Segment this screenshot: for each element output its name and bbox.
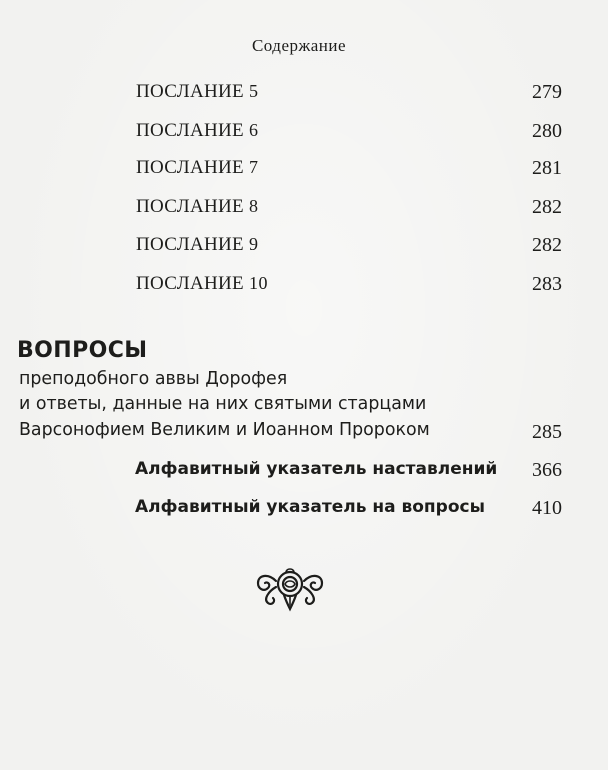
- toc-entry-epistle-10: [136, 273, 562, 299]
- toc-entry-title: [136, 157, 259, 179]
- toc-entry-page: 282: [532, 234, 562, 256]
- toc-entry-title: Алфавитный указатель наставлений: [135, 459, 498, 479]
- running-head: Содержание: [251, 36, 347, 55]
- toc-entry-label: ПОСЛАНИЕ: [136, 81, 244, 102]
- toc-entry-number: 6: [249, 120, 259, 140]
- toc-entry-page: 279: [532, 81, 562, 103]
- toc-entry-page: 283: [532, 273, 562, 295]
- toc-entry-title: [136, 196, 259, 218]
- toc-entry-epistle-6: [136, 120, 562, 146]
- toc-entry-title: Алфавитный указатель на вопросы: [135, 497, 485, 517]
- toc-entry-index-instructions: [135, 459, 562, 485]
- toc-entry-epistle-5: [136, 81, 562, 107]
- toc-entry-number: 5: [249, 81, 259, 101]
- toc-entry-label: ПОСЛАНИЕ: [136, 273, 244, 294]
- section-subtitle-line: и ответы, данные на них святыми старцами: [19, 394, 427, 414]
- toc-entry-title: [136, 234, 259, 256]
- toc-entry-page: 366: [532, 459, 562, 481]
- toc-entry-epistle-7: [136, 157, 562, 183]
- toc-entry-page: 281: [532, 157, 562, 179]
- toc-entry-page: 282: [532, 196, 562, 218]
- toc-entry-label: ПОСЛАНИЕ: [136, 234, 244, 255]
- toc-entry-page: 410: [532, 497, 562, 519]
- toc-entry-number: 7: [249, 157, 259, 177]
- toc-entry-number: 8: [249, 196, 259, 216]
- toc-entry-epistle-9: [136, 234, 562, 260]
- toc-entry-label: ПОСЛАНИЕ: [136, 157, 244, 178]
- toc-entry-number: 9: [249, 234, 259, 254]
- section-subtitle-line: Варсонофием Великим и Иоанном Пророком: [19, 420, 430, 440]
- toc-entry-title: [136, 273, 268, 295]
- toc-entry-label: ПОСЛАНИЕ: [136, 196, 244, 217]
- toc-entry-page: 280: [532, 120, 562, 142]
- section-subtitle-line: преподобного аввы Дорофея: [19, 369, 288, 389]
- vignette-ornament-icon: [254, 561, 326, 613]
- toc-entry-label: ПОСЛАНИЕ: [136, 120, 244, 141]
- toc-entry-index-questions: [135, 497, 562, 523]
- toc-entry-title: [136, 120, 259, 142]
- section-page-number: 285: [532, 421, 562, 443]
- section-heading-questions: ВОПРОСЫ: [17, 338, 148, 363]
- toc-entry-epistle-8: [136, 196, 562, 222]
- toc-entry-title: [136, 81, 259, 103]
- toc-entry-number: 10: [249, 273, 268, 293]
